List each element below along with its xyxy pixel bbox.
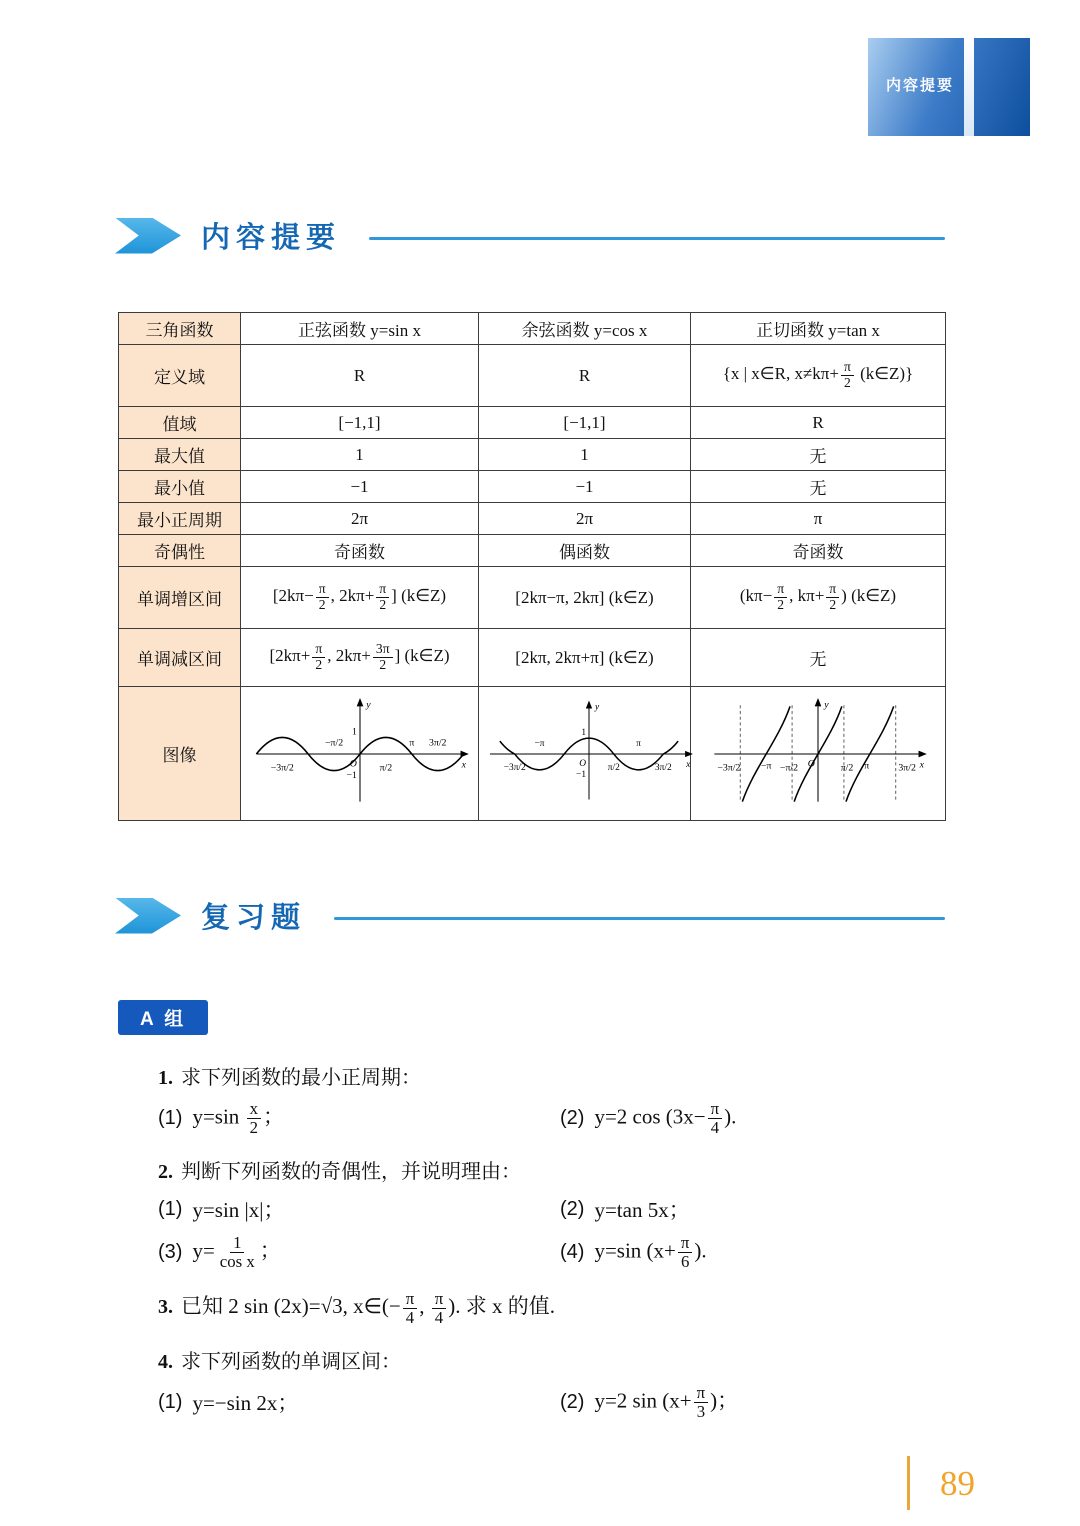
problem-number: 1.	[158, 1067, 173, 1089]
svg-text:3π/2: 3π/2	[898, 762, 916, 774]
trig-functions-table	[118, 312, 946, 821]
problem-heading	[158, 1345, 955, 1374]
sine-header-cell: 正弦函数 y=sin x	[241, 313, 479, 345]
svg-text:−1: −1	[576, 769, 587, 780]
problem-items-row	[158, 1384, 955, 1421]
problem-list	[158, 1061, 955, 1421]
cosine-graph	[485, 697, 693, 811]
svg-text:π: π	[636, 738, 641, 749]
problem-items-row	[158, 1100, 955, 1137]
section-rule	[334, 917, 945, 920]
svg-text:−π: −π	[760, 760, 772, 772]
table-row-min: 最小值 −1 −1 无	[119, 471, 946, 503]
problem-text: 求下列函数的最小正周期：	[181, 1067, 421, 1089]
problem-4	[158, 1345, 955, 1421]
problem-item: (1) y=sin $\frac{x}{2}$ ；	[158, 1099, 284, 1138]
section-header-summary	[115, 215, 945, 256]
svg-text:−π/2: −π/2	[779, 762, 799, 774]
svg-text:y: y	[594, 701, 600, 712]
tangent-graph-cell	[691, 687, 946, 821]
problem-item: (2) y=2 sin (x+ $\frac{\pi}{3}$ )；	[560, 1382, 739, 1421]
problem-2	[158, 1155, 955, 1271]
problem-item: (2) y=2 cos (3x− $\frac{\pi}{4}$ ).	[560, 1099, 737, 1138]
problem-item: (4) y=sin (x+ $\frac{\pi}{6}$ ).	[560, 1233, 707, 1272]
svg-text:π/2: π/2	[607, 762, 620, 773]
corner-tab-strip	[964, 38, 974, 136]
sine-graph	[251, 697, 469, 811]
svg-text:−3π/2: −3π/2	[270, 762, 294, 774]
svg-text:x: x	[461, 758, 466, 770]
corner-header-cell: 三角函数	[119, 313, 241, 345]
cosine-graph-cell	[479, 687, 691, 821]
svg-text:π: π	[864, 760, 870, 772]
tangent-graph	[704, 697, 932, 811]
problem-number: 3.	[158, 1296, 173, 1319]
table-row-decreasing: 单调减区间 [2kπ+ $\frac{\pi}{2}$ , 2kπ+ $\frac{3\pi}{2}$ ] (k∈Z) [2kπ, 2kπ+π] (k∈Z) 无	[119, 629, 946, 687]
problem-text: 求下列函数的单调区间：	[181, 1350, 401, 1373]
problem-number: 2.	[158, 1161, 173, 1184]
page-number-rule	[907, 1456, 910, 1510]
section-title: 复习题	[201, 902, 307, 934]
table-row-range: 值域 [−1,1] [−1,1] R	[119, 407, 946, 439]
problem-1	[158, 1061, 955, 1137]
table-header-row	[119, 313, 946, 345]
section-rule	[369, 237, 945, 240]
svg-text:x: x	[686, 759, 691, 770]
svg-text:1: 1	[581, 727, 587, 738]
svg-text:π/2: π/2	[379, 762, 392, 774]
table-row-period: 最小正周期 2π 2π π	[119, 503, 946, 535]
svg-text:π: π	[408, 737, 414, 749]
problem-item: (3) y= $\frac{1}{\text{cos x}}$ ；	[158, 1233, 281, 1272]
svg-text:O: O	[349, 757, 357, 769]
cosine-header-cell: 余弦函数 y=cos x	[479, 313, 691, 345]
section-title: 内容提要	[201, 222, 342, 254]
group-a-badge: A 组	[118, 1000, 208, 1035]
problem-heading	[158, 1290, 955, 1327]
corner-tab	[868, 38, 1030, 136]
problem-number: 4.	[158, 1350, 173, 1373]
svg-text:−π/2: −π/2	[324, 737, 343, 749]
svg-text:π/2: π/2	[840, 762, 854, 774]
svg-text:y: y	[824, 698, 829, 710]
arrow-icon	[115, 218, 181, 254]
problem-heading	[158, 1061, 955, 1090]
problem-item: (2) y=tan 5x；	[560, 1197, 690, 1223]
table-wrapper	[118, 312, 945, 821]
corner-tab-label: 内容提要	[886, 77, 955, 94]
svg-text:−3π/2: −3π/2	[717, 762, 741, 774]
table-row-graphs: 图像 y x O 1 −1 −3π/2 −π/2 π/2 π 3π/2 y x O 1 −1 −3π/2 −π π/2 π 3π/2 y x O −3π/2 −π −π/2 π/2 π 3π/2	[119, 687, 946, 821]
svg-text:1: 1	[351, 725, 357, 737]
problem-heading	[158, 1155, 955, 1184]
arrow-icon	[115, 898, 181, 934]
problem-items-row	[158, 1234, 955, 1271]
table-row-parity: 奇偶性 奇函数 偶函数 奇函数	[119, 535, 946, 567]
svg-text:3π/2: 3π/2	[428, 737, 446, 749]
page-number: 89	[940, 1464, 975, 1503]
problem-item: (1) y=−sin 2x；	[158, 1390, 299, 1416]
problem-items-row	[158, 1194, 955, 1224]
svg-text:x: x	[919, 758, 924, 770]
svg-text:O: O	[807, 757, 815, 769]
svg-text:−π: −π	[534, 738, 545, 749]
tangent-header-cell: 正切函数 y=tan x	[691, 313, 946, 345]
sine-graph-cell	[241, 687, 479, 821]
table-row-domain: 定义域 R R {x | x∈R, x≠kπ+ $\frac{\pi}{2}$ (k∈Z)}	[119, 345, 946, 407]
problem-item: (1) y=sin |x|；	[158, 1197, 285, 1223]
svg-text:y: y	[365, 698, 371, 710]
svg-text:−3π/2: −3π/2	[503, 762, 526, 773]
problem-text: 判断下列函数的奇偶性，并说明理由：	[181, 1161, 521, 1184]
svg-text:O: O	[579, 758, 587, 769]
table-row-increasing: 单调增区间 [2kπ− $\frac{\pi}{2}$ , 2kπ+ $\frac{\pi}{2}$ ] (k∈Z) [2kπ−π, 2kπ] (k∈Z) (kπ− $\frac{\pi}{2}$ , kπ+ $\frac{\pi}{2}$ ) (k∈Z)	[119, 567, 946, 629]
problem-3	[158, 1290, 955, 1327]
problem-text: 已知 2 sin (2x)=√3, x∈(− $\frac{\pi}{4}$ , $\frac{\pi}{4}$ ). 求 x 的值.	[181, 1288, 555, 1327]
section-header-review	[115, 895, 945, 936]
table-row-max: 最大值 1 1 无	[119, 439, 946, 471]
svg-text:3π/2: 3π/2	[654, 762, 672, 773]
svg-text:−1: −1	[345, 769, 357, 781]
